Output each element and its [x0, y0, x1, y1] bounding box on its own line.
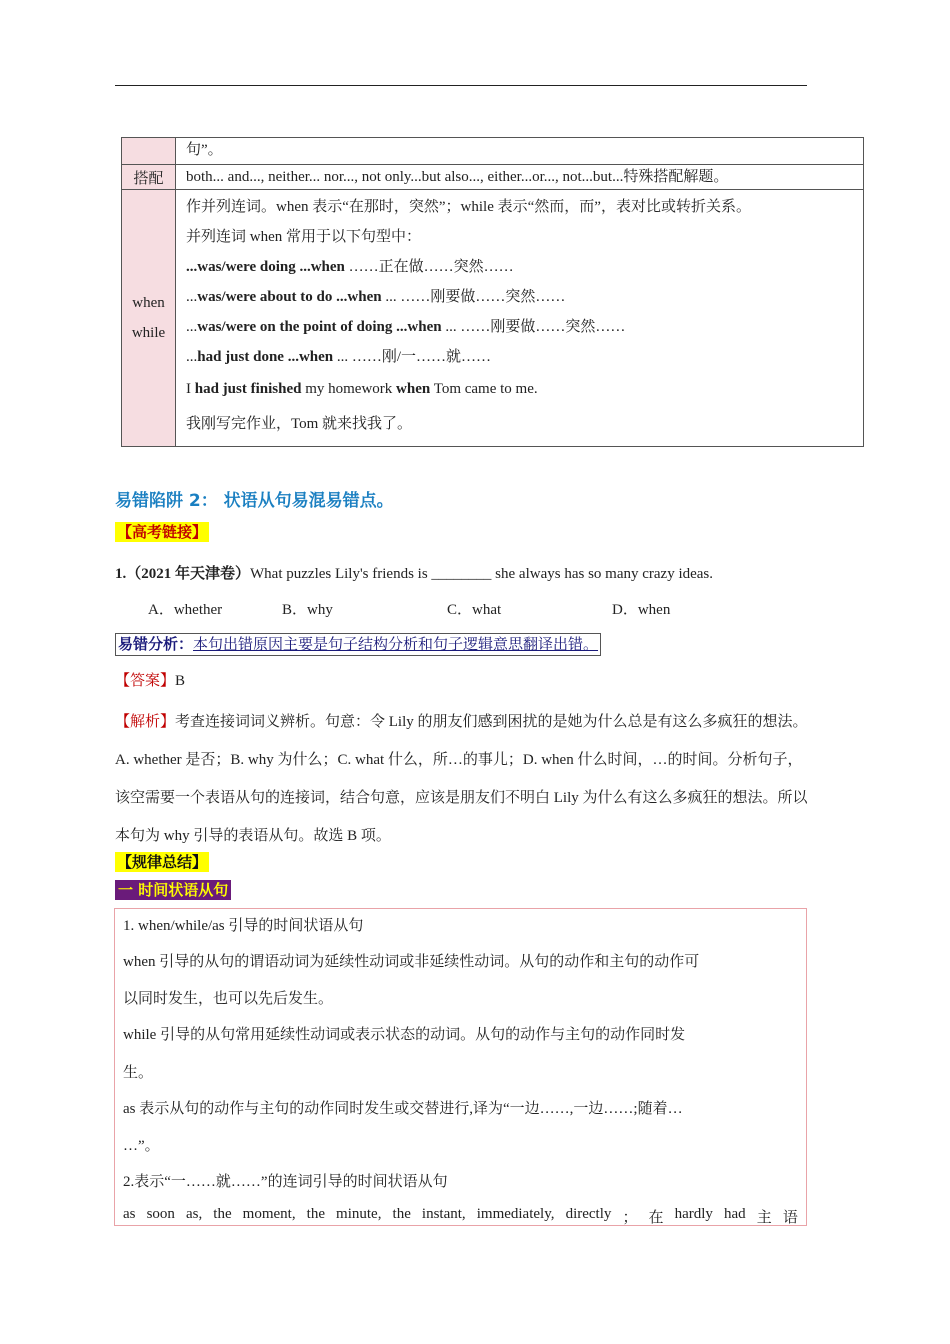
- rule-summary-box: [114, 908, 807, 1226]
- pattern-line: ...had just done ...when ... ……刚/一……就……: [186, 349, 492, 365]
- cell-text: 句”。: [186, 142, 223, 158]
- rule-line: …”。: [123, 1138, 160, 1154]
- explanation-paragraph: 【解析】考查连接词词义辨析。句意：令 Lily 的朋友们感到困扰的是她为什么总是有这么多疯狂的想法。A. whether 是否；B. why 为什么；C. what 什么，所…的事儿；D. when 什么时间，…的时间。分析句子，该空需要一个表语从句的连接词，结合句意，应该是朋友们不明白 Lily 为什么有这么多疯狂的想法。所以本句为 why 引导的表语从句。故选 B 项。: [115, 714, 808, 844]
- rule-heading-1: 1. when/while/as 引导的时间状语从句: [123, 918, 364, 934]
- rule-line: 以同时发生，也可以先后发生。: [123, 991, 334, 1007]
- rule-line: when 引导的从句的谓语动词为延续性动词或非延续性动词。从句的动作和主句的动作可: [123, 954, 700, 970]
- header-rule: [115, 85, 807, 86]
- rule-line: while 引导的从句常用延续性动词或表示状态的动词。从句的动作与主句的动作同时发: [123, 1027, 686, 1043]
- question-number: 1.（2021 年天津卷）: [115, 566, 251, 582]
- value-cell: [176, 165, 864, 190]
- error-analysis-box: 易错分析：本句出错原因主要是句子结构分析和句子逻辑意思翻译出错。: [115, 633, 601, 656]
- table-row: [122, 138, 864, 165]
- rule-conjunction-list: as soon as, the moment, the minute, the instant, immediately, directly ； 在 hardly had 主 语: [123, 1206, 798, 1226]
- value-cell: [176, 190, 864, 447]
- rule-line: 生。: [123, 1065, 154, 1081]
- option-b: B．why: [282, 602, 333, 618]
- section-bar: 一 时间状语从句: [115, 880, 231, 900]
- value-cell: [176, 138, 864, 165]
- answer-line: 【答案】B: [115, 673, 186, 689]
- pattern-line: ...was/were about to do ...when ... ……刚要做……突然……: [186, 289, 566, 305]
- gaokao-link-tag: 【高考链接】: [117, 523, 208, 541]
- key-cell: [122, 165, 176, 190]
- option-a: A．whether: [148, 602, 223, 618]
- rule-summary-tag: 【规律总结】: [117, 853, 208, 871]
- question-stem: 1.（2021 年天津卷）What puzzles Lily's friends is ________ she always has so many crazy ideas.: [115, 566, 714, 582]
- key-cell: [122, 190, 176, 447]
- pattern-line: ...was/were on the point of doing ...when ... ……刚要做……突然……: [186, 319, 626, 335]
- rule-heading-2: 2.表示“一……就……”的连词引导的时间状语从句: [123, 1174, 448, 1190]
- table-row: [122, 190, 864, 447]
- rule-line: as 表示从句的动作与主句的动作同时发生或交替进行,译为“一边……,一边……;随着…: [123, 1101, 683, 1117]
- example-sentence: I had just finished my homework when Tom came to me.: [186, 381, 538, 397]
- key-cell-empty: [122, 138, 176, 165]
- trap-heading: 易错陷阱 2： 状语从句易混易错点。: [115, 491, 394, 511]
- cell-line: 作并列连词。when 表示“在那时，突然”；while 表示“然而，而”，表对比或转折关系。: [186, 199, 751, 215]
- key-label-while: while: [131, 325, 166, 341]
- key-label: 搭配: [133, 170, 164, 187]
- grammar-table: [121, 137, 864, 447]
- option-c: C．what: [447, 602, 502, 618]
- cell-line: 并列连词 when 常用于以下句型中：: [186, 229, 421, 245]
- cell-text: both... and..., neither... nor..., not only...but also..., either...or..., not...but...特殊搭配解题。: [186, 169, 729, 185]
- option-d: D．when: [612, 602, 671, 618]
- example-translation: 我刚写完作业，Tom 就来找我了。: [186, 416, 413, 432]
- key-label-when: when: [132, 295, 165, 311]
- table-row: [122, 165, 864, 190]
- pattern-line: ...was/were doing ...when ……正在做……突然……: [186, 259, 514, 275]
